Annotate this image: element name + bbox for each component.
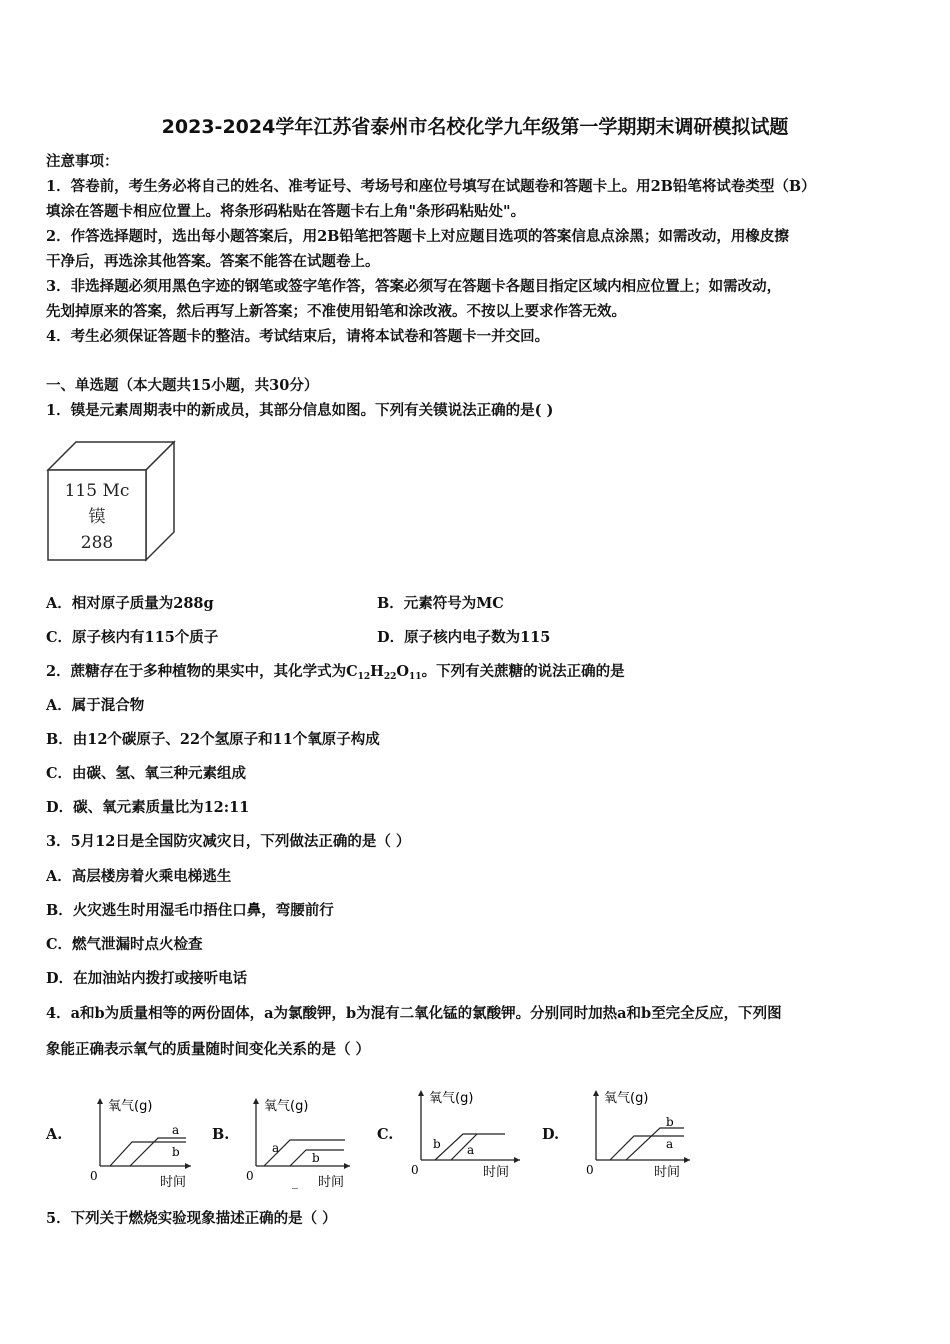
cube-element-name: 镆	[88, 507, 106, 527]
q4-option-b-label[interactable]: B.	[212, 1126, 230, 1143]
x-axis-label: 时间	[318, 1175, 345, 1190]
q1-option-d[interactable]: D．原子核内电子数为115	[377, 629, 551, 646]
page-title: 2023-2024学年江苏省泰州市名校化学九年级第一学期期末调研模拟试题	[161, 116, 789, 138]
q4-graph-b[interactable]	[240, 1090, 355, 1190]
notice-line: 填涂在答题卡相应位置上。将条形码粘贴在答题卡右上角"条形码粘贴处"。	[46, 203, 526, 220]
q4-graph-d[interactable]	[580, 1082, 695, 1182]
curve-label-b: b	[433, 1137, 441, 1151]
q1-option-a[interactable]: A．相对原子质量为288g	[46, 595, 214, 612]
y-axis-label: 氧气(g)	[429, 1091, 474, 1106]
q4-option-c-label[interactable]: C.	[377, 1126, 394, 1143]
element-cube-figure	[46, 440, 176, 562]
section-heading: 一、单选题（本大题共15小题，共30分）	[46, 377, 319, 394]
x-axis-label: 时间	[160, 1175, 187, 1190]
x-axis-label: 时间	[483, 1165, 510, 1180]
x-axis-label: 时间	[654, 1165, 681, 1180]
q3-option-b[interactable]: B．火灾逃生时用湿毛巾捂住口鼻，弯腰前行	[46, 902, 334, 919]
q1-option-c[interactable]: C．原子核内有115个质子	[46, 629, 219, 646]
cube-mass: 288	[80, 533, 114, 553]
notice-heading: 注意事项：	[46, 153, 119, 170]
q4-option-a-label[interactable]: A.	[46, 1126, 63, 1143]
notice-line: 3．非选择题必须用黑色字迹的钢笔或签字笔作答，答案必须写在答题卡各题目指定区域内相应位置上；如需改动，	[46, 278, 782, 295]
q4-option-d-label[interactable]: D.	[542, 1126, 560, 1143]
y-axis-label: 氧气(g)	[264, 1099, 309, 1114]
q3-option-a[interactable]: A．高层楼房着火乘电梯逃生	[46, 868, 232, 885]
curve-label-a: a	[172, 1123, 180, 1137]
question-4-stem-line2: 象能正确表示氧气的质量随时间变化关系的是（ ）	[46, 1041, 371, 1058]
question-3-stem: 3．5月12日是全国防灾减灾日，下列做法正确的是（ ）	[46, 833, 411, 850]
origin-label: 0	[411, 1163, 419, 1177]
notice-line: 先划掉原来的答案，然后再写上新答案；不准使用铅笔和涂改液。不按以上要求作答无效。	[46, 303, 626, 320]
q2-option-c[interactable]: C．由碳、氢、氧三种元素组成	[46, 765, 247, 782]
q4-graph-c[interactable]	[405, 1082, 525, 1182]
question-2-stem: 2．蔗糖存在于多种植物的果实中，其化学式为$C_{12}H_{22}O_{11}$。下列有关蔗糖的说法正确的是	[46, 663, 625, 682]
question-4-stem-line1: 4．a和b为质量相等的两份固体，a为氯酸钾，b为混有二氧化锰的氯酸钾。分别同时加热a和b至完全反应，下列图	[46, 1005, 782, 1022]
curve-label-b: b	[666, 1115, 674, 1129]
curve-label-a: a	[666, 1137, 674, 1151]
q1-option-b[interactable]: B．元素符号为MC	[377, 595, 504, 612]
notice-line: 1．答卷前，考生务必将自己的姓名、准考证号、考场号和座位号填写在试题卷和答题卡上。用2B铅笔将试卷类型（B）	[46, 178, 816, 195]
notice-line: 2．作答选择题时，选出每小题答案后，用2B铅笔把答题卡上对应题目选项的答案信息点涂黑；如需改动，用橡皮擦	[46, 228, 789, 245]
notice-line: 干净后，再选涂其他答案。答案不能答在试题卷上。	[46, 253, 380, 270]
curve-label-b: b	[312, 1151, 320, 1165]
dash-mark: _	[292, 1175, 298, 1189]
notice-line: 4．考生必须保证答题卡的整洁。考试结束后，请将本试卷和答题卡一并交回。	[46, 328, 550, 345]
q2-option-b[interactable]: B．由12个碳原子、22个氢原子和11个氧原子构成	[46, 731, 380, 748]
q3-option-d[interactable]: D．在加油站内拨打或接听电话	[46, 970, 248, 987]
origin-label: 0	[586, 1163, 594, 1177]
question-5-stem: 5．下列关于燃烧实验现象描述正确的是（ ）	[46, 1210, 337, 1227]
origin-label: 0	[90, 1169, 98, 1183]
curve-label-b: b	[172, 1145, 180, 1159]
curve-label-a: a	[467, 1143, 475, 1157]
y-axis-label: 氧气(g)	[604, 1091, 649, 1106]
origin-label: 0	[246, 1169, 254, 1183]
curve-label-a: a	[272, 1141, 280, 1155]
q2-option-d[interactable]: D．碳、氧元素质量比为12:11	[46, 799, 250, 816]
q3-option-c[interactable]: C．燃气泄漏时点火检查	[46, 936, 203, 953]
cube-number-symbol: 115 Mc	[64, 481, 130, 501]
q4-graph-a[interactable]	[86, 1090, 196, 1190]
question-1-stem: 1．镆是元素周期表中的新成员，其部分信息如图。下列有关镆说法正确的是( )	[46, 402, 554, 419]
q2-option-a[interactable]: A．属于混合物	[46, 697, 145, 714]
y-axis-label: 氧气(g)	[108, 1099, 153, 1114]
